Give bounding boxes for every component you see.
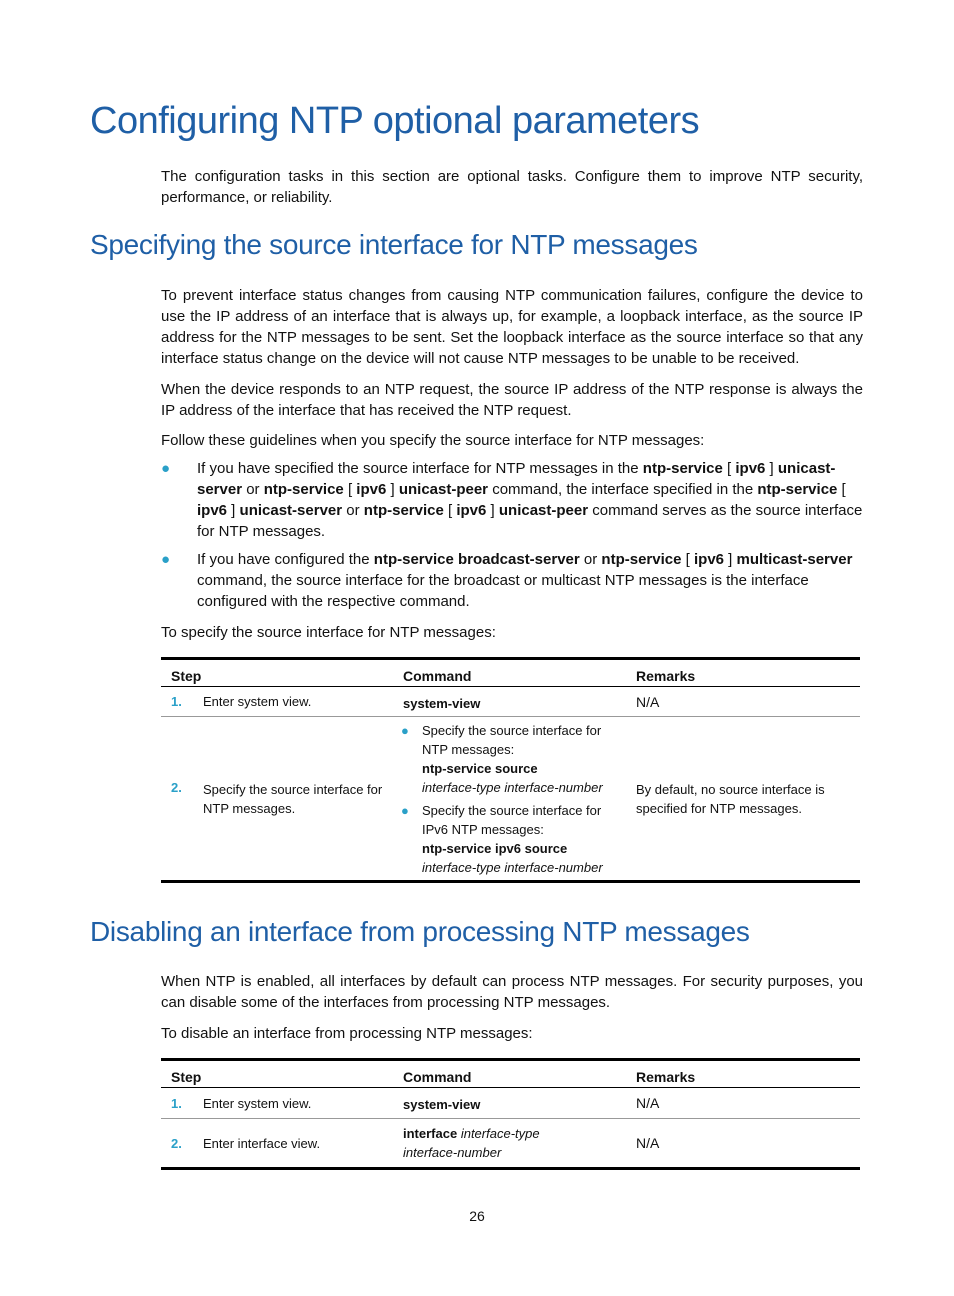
guidelines-intro: Follow these guidelines when you specify the source interface for NTP messages: — [161, 432, 705, 449]
table-header-row — [161, 1061, 860, 1088]
step-number: 2. — [171, 1135, 182, 1151]
table-row — [161, 1119, 860, 1170]
bullet-icon: ● — [401, 722, 409, 738]
section-heading-disable-interface: Disabling an interface from processing NTP messages — [90, 916, 750, 947]
step-text: Enter interface view. — [203, 1135, 321, 1151]
command-option-ipv6: ● Specify the source interface for IPv6 NTP messages: ntp-service ipv6 source interface-type interface-number — [401, 802, 603, 875]
header-command: Command — [403, 1069, 472, 1085]
command-text: system-view — [403, 1097, 481, 1112]
step-number: 1. — [171, 1095, 182, 1111]
page-number: 26 — [469, 1208, 485, 1224]
source-interface-table — [161, 657, 860, 883]
section-heading-source-interface: Specifying the source interface for NTP messages — [90, 229, 698, 260]
table-row — [161, 687, 860, 717]
bullet-icon: ● — [161, 551, 171, 568]
remarks-text: N/A — [636, 693, 660, 710]
header-command: Command — [403, 668, 472, 684]
remarks-text: By default, no source interface is specified for NTP messages. — [636, 781, 825, 816]
table-row — [161, 1088, 860, 1119]
disable-interface-paragraph: When NTP is enabled, all interfaces by default can process NTP messages. For security purposes, you can disable some of the interfaces from processing NTP messages. — [161, 973, 863, 1011]
source-interface-paragraph-1: To prevent interface status changes from causing NTP communication failures, configure the device to use the IP address of an interface that is always up, for example, a loopback interface, as the source IP address for the NTP messages to be sent. Set the loopback interface as the source interface so that any interface status change on the device will not cause NTP messages to be unable to be received. — [161, 287, 863, 367]
header-step: Step — [171, 1069, 202, 1085]
source-interface-paragraph-2: When the device responds to an NTP request, the source IP address of the NTP response is always the IP address of the interface that has received the NTP request. — [161, 381, 863, 419]
guideline-bullet-1 — [161, 458, 863, 542]
guideline-bullet-2 — [161, 549, 863, 612]
step-text: Enter system view. — [203, 1095, 312, 1111]
command-text: system-view — [403, 695, 481, 711]
table-row — [161, 717, 860, 883]
header-step: Step — [171, 668, 202, 684]
header-remarks: Remarks — [636, 668, 696, 684]
command-list — [399, 721, 626, 877]
table-header-row — [161, 660, 860, 687]
step-text: Specify the source interface for NTP messages. — [203, 781, 383, 816]
header-remarks: Remarks — [636, 1069, 696, 1085]
intro-paragraph: The configuration tasks in this section are optional tasks. Configure them to improve NTP security, performance, or reliability. — [161, 168, 863, 206]
bullet-text: If you have configured the ntp-service broadcast-server or ntp-service [ ipv6 ] multicast-server command, the source interface for the broadcast or multicast NTP messages is the interface configured with the respective command. — [197, 551, 853, 610]
table1-intro: To specify the source interface for NTP messages: — [161, 624, 496, 641]
bullet-icon: ● — [161, 460, 171, 477]
bullet-text: If you have specified the source interface for NTP messages in the ntp-service [ ipv6 ] unicast-server or ntp-service [ ipv6 ] unicast-peer command, the interface specified in the ntp-service [ ipv6 ] unicast-server or ntp-service [ ipv6 ] unicast-peer command serves as the source interface for NTP messages. — [197, 460, 863, 540]
command-option-ipv4: ● Specify the source interface for NTP messages: ntp-service source interface-type interface-number — [401, 722, 603, 795]
command-text: interface interface-type interface-number — [403, 1126, 540, 1160]
page-title: Configuring NTP optional parameters — [90, 100, 700, 142]
step-number: 1. — [171, 694, 182, 709]
step-number: 2. — [171, 779, 182, 795]
table2-intro: To disable an interface from processing NTP messages: — [161, 1025, 533, 1042]
bullet-icon: ● — [401, 802, 409, 818]
disable-interface-table — [161, 1058, 860, 1170]
remarks-text: N/A — [636, 1135, 660, 1151]
step-text: Enter system view. — [203, 694, 312, 709]
remarks-text: N/A — [636, 1095, 660, 1111]
